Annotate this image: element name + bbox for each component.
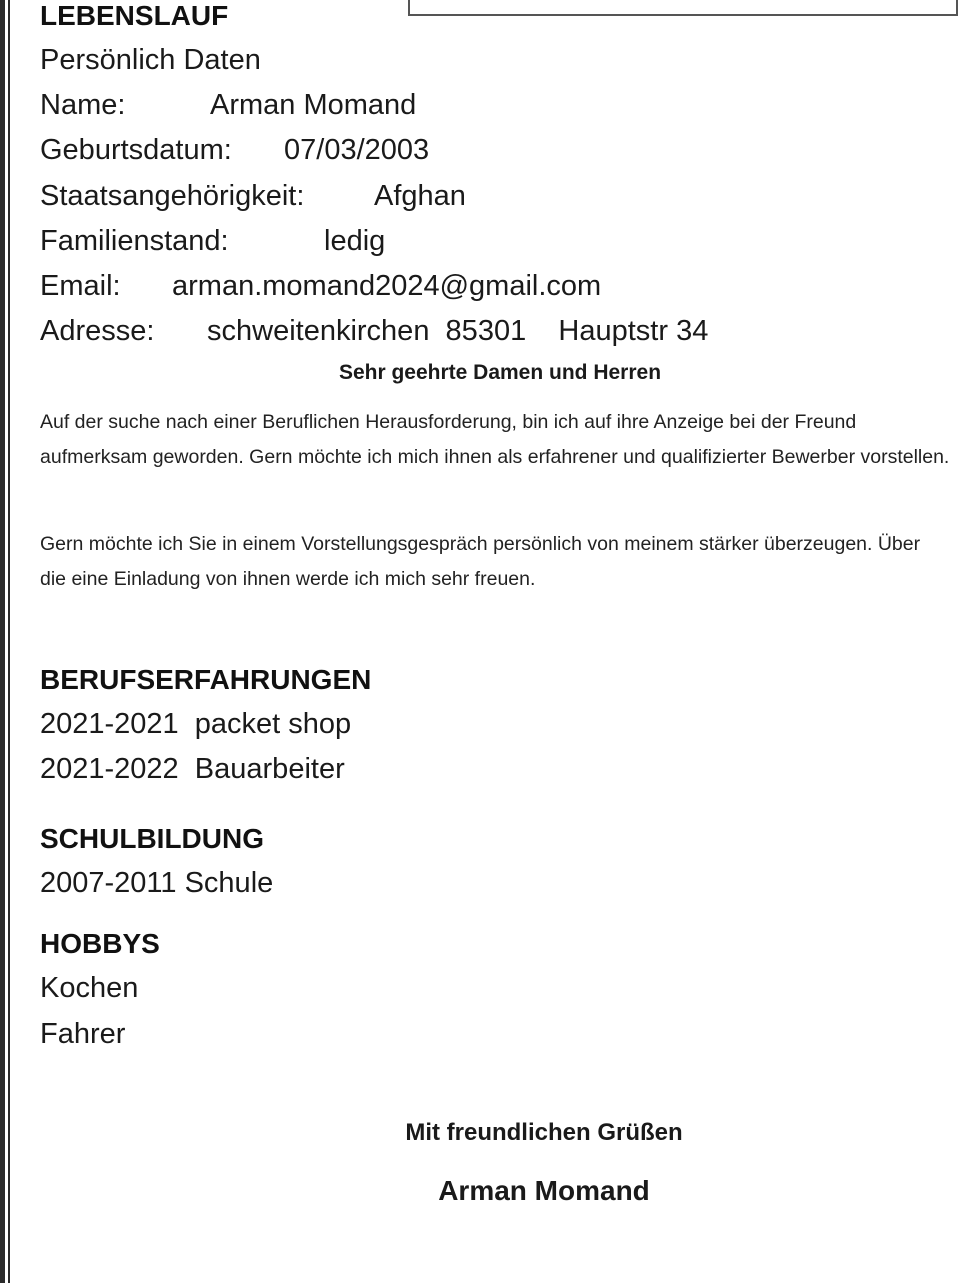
education-item: 2007-2011 Schule (40, 867, 274, 899)
photo-frame (408, 0, 958, 16)
cv-title: LEBENSLAUF (40, 0, 229, 31)
page-border-left-inner (8, 0, 10, 1283)
letter-salutation: Sehr geehrte Damen und Herren (338, 361, 662, 384)
birthdate-value: 07/03/2003 (284, 134, 430, 166)
letter-paragraph-1: Auf der suche nach einer Beruflichen Herausforderung, bin ich auf ihre Anzeige bei der Freund aufmerksam geworden. Gern möchte ich mich ihnen als erfahrener und qualifizierter Bewerber vorstellen. (40, 411, 950, 468)
personal-heading: Persönlich Daten (40, 44, 261, 76)
email-value: arman.momand2024@gmail.com (172, 270, 602, 302)
signature-name: Arman Momand (438, 1175, 650, 1206)
address-label: Adresse: (40, 315, 155, 347)
experience-heading: BERUFSERFAHRUNGEN (40, 664, 372, 695)
experience-item: 2021-2022 Bauarbeiter (40, 753, 345, 785)
experience-item: 2021-2021 packet shop (40, 708, 352, 740)
hobby-item: Fahrer (40, 1018, 126, 1050)
address-value: schweitenkirchen 85301 Hauptstr 34 (207, 315, 709, 347)
nationality-value: Afghan (374, 180, 466, 212)
email-label: Email: (40, 270, 121, 302)
nationality-label: Staatsangehörigkeit: (40, 180, 305, 212)
name-label: Name: (40, 89, 126, 121)
closing-greeting: Mit freundlichen Grüßen (405, 1119, 683, 1146)
letter-paragraph-2: Gern möchte ich Sie in einem Vorstellungsgespräch persönlich von meinem stärker überzeugen. Über die eine Einladung von ihnen werde ich mich sehr freuen. (40, 533, 921, 590)
education-heading: SCHULBILDUNG (40, 823, 264, 854)
hobbies-heading: HOBBYS (40, 928, 160, 959)
name-value: Arman Momand (210, 89, 417, 121)
marital-status-label: Familienstand: (40, 225, 229, 257)
hobby-item: Kochen (40, 972, 139, 1004)
birthdate-label: Geburtsdatum: (40, 134, 232, 166)
marital-status-value: ledig (324, 225, 386, 257)
page-border-left (0, 0, 5, 1283)
